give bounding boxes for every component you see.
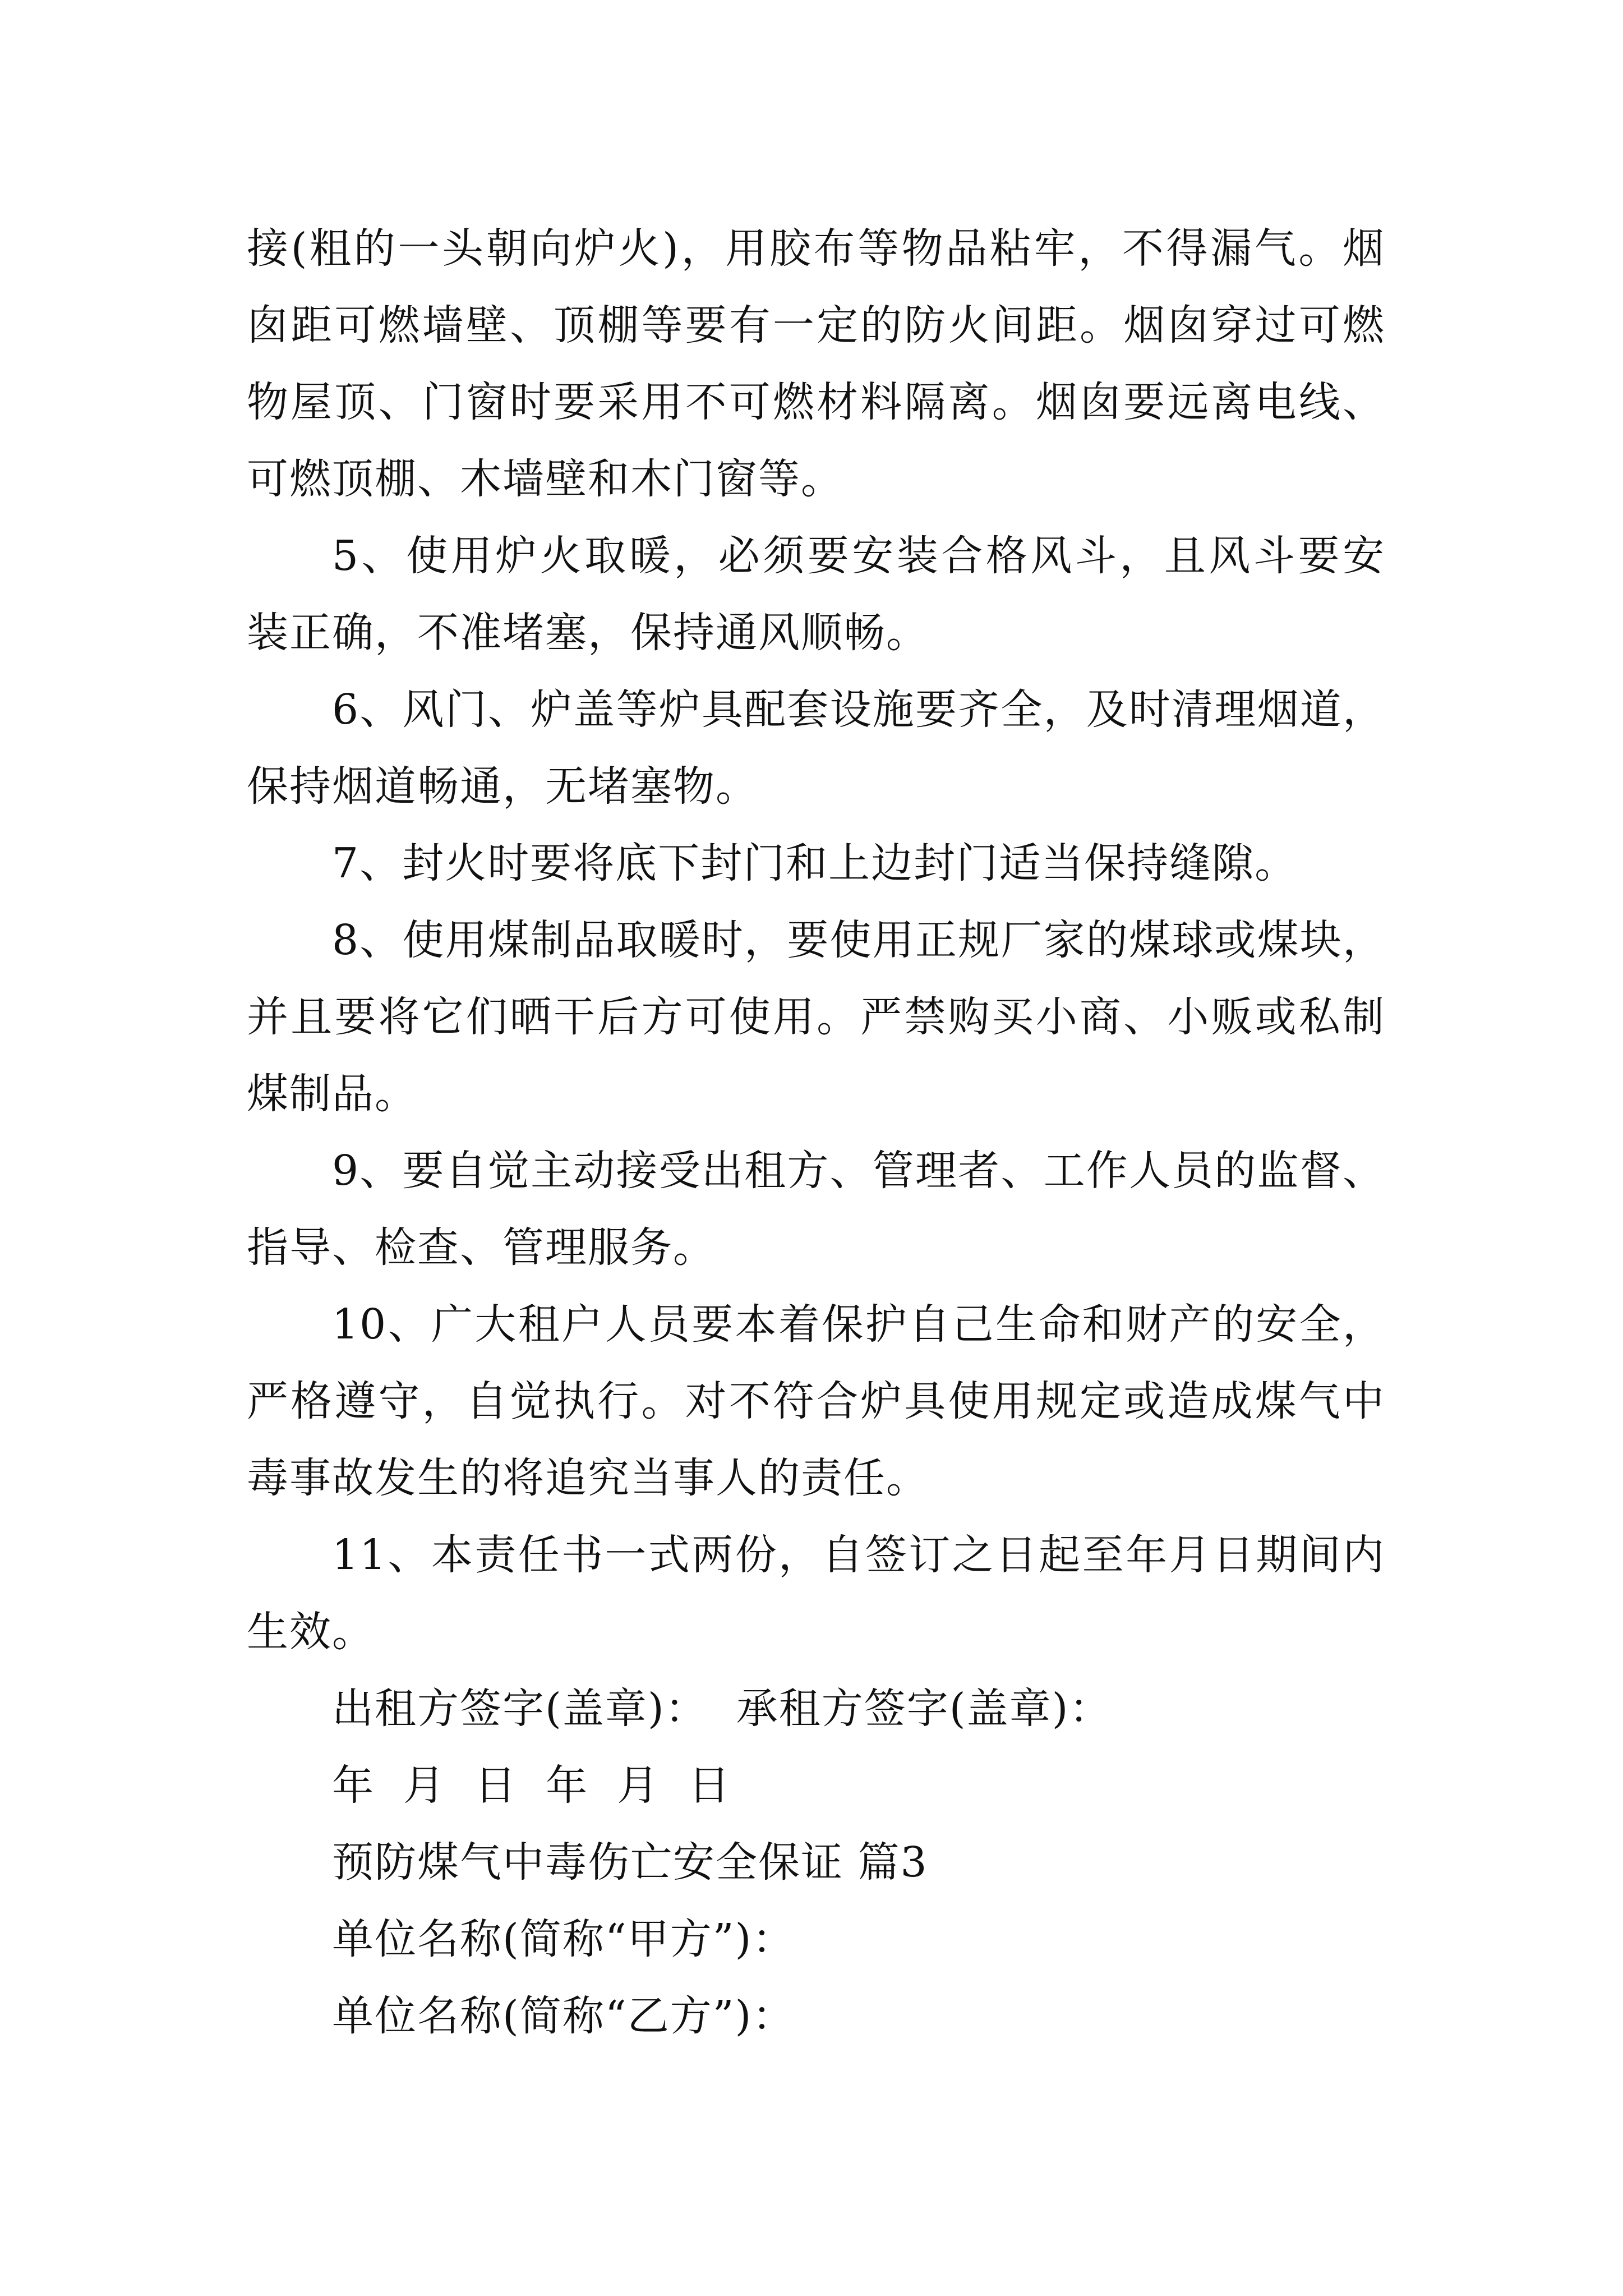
text-line: 指导、检查、管理服务。 — [247, 1223, 716, 1272]
text-line: 装正确，不准堵塞，保持通风顺畅。 — [247, 609, 929, 657]
clause-6-line: 6、风门、炉盖等炉具配套设施要齐全，及时清理烟道， — [332, 685, 1385, 734]
text-line: 生效。 — [247, 1608, 375, 1656]
clause-10-line: 10、广大租户人员要本着保护自己生命和财产的安全， — [332, 1300, 1385, 1349]
text-line: 物屋顶、门窗时要采用不可燃材料隔离。烟囱要远离电线、 — [247, 378, 1385, 426]
clause-5-line: 5、使用炉火取暖，必须要安装合格风斗，且风斗要安 — [332, 532, 1385, 580]
clause-9-line: 9、要自觉主动接受出租方、管理者、工作人员的监督、 — [332, 1147, 1385, 1195]
text-line: 囱距可燃墙壁、顶棚等要有一定的防火间距。烟囱穿过可燃 — [247, 301, 1385, 349]
party-a-line: 单位名称(简称“甲方”)： — [332, 1915, 795, 1963]
party-b-line: 单位名称(简称“乙方”)： — [332, 1992, 795, 2040]
clause-7-line: 7、封火时要将底下封门和上边封门适当保持缝隙。 — [332, 839, 1298, 887]
text-line: 保持烟道畅通，无堵塞物。 — [247, 762, 758, 811]
document-body — [247, 210, 1385, 2055]
text-line: 并且要将它们晒干后方可使用。严禁购买小商、小贩或私制 — [247, 993, 1385, 1041]
text-line: 毒事故发生的将追究当事人的责任。 — [247, 1454, 929, 1502]
clause-11-line: 11、本责任书一式两份，自签订之日起至年月日期间内 — [332, 1531, 1385, 1579]
text-line: 严格遵守，自觉执行。对不符合炉具使用规定或造成煤气中 — [247, 1377, 1385, 1425]
text-line: 煤制品。 — [247, 1070, 417, 1118]
text-line: 接(粗的一头朝向炉火)，用胶布等物品粘牢，不得漏气。烟 — [247, 224, 1385, 273]
section-title: 预防煤气中毒伤亡安全保证 篇3 — [332, 1838, 928, 1887]
clause-8-line: 8、使用煤制品取暖时，要使用正规厂家的煤球或煤块， — [332, 916, 1385, 964]
signature-line: 出租方签字(盖章)： 承租方签字(盖章)： — [332, 1685, 1112, 1733]
date-line: 年 月 日 年 月 日 — [332, 1761, 731, 1810]
text-line: 可燃顶棚、木墙壁和木门窗等。 — [247, 455, 843, 503]
